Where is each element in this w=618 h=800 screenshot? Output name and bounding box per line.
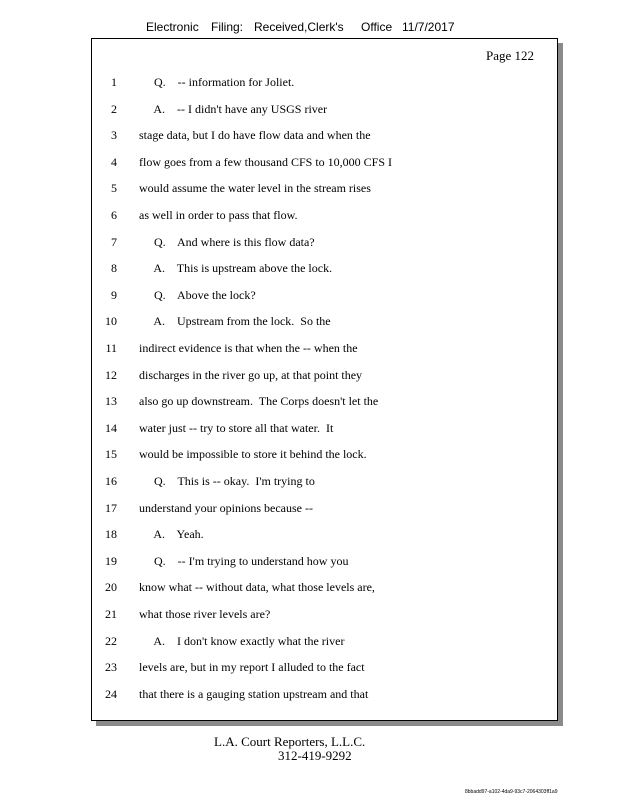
line-text: Q. This is -- okay. I'm trying to (139, 474, 315, 488)
line-number: 21 (105, 607, 117, 621)
line-number: 4 (111, 155, 117, 169)
line-text: indirect evidence is that when the -- when the (139, 341, 358, 355)
line-number: 2 (111, 102, 117, 116)
line-text: water just -- try to store all that water. It (139, 421, 334, 435)
line-text: stage data, but I do have flow data and when the (139, 128, 371, 142)
line-text: what those river levels are? (139, 607, 271, 621)
line-text: discharges in the river go up, at that point they (139, 368, 363, 382)
line-number: 22 (105, 634, 117, 648)
header-date: 11/7/2017 (402, 20, 455, 34)
line-text: would assume the water level in the stream rises (139, 181, 371, 195)
header-received: Received,Clerk's (254, 20, 344, 34)
reporter-phone: 312-419-9292 (278, 748, 352, 763)
line-text: as well in order to pass that flow. (139, 208, 298, 222)
line-text: A. This is upstream above the lock. (139, 261, 333, 275)
line-number: 11 (105, 341, 117, 355)
line-number: 23 (105, 660, 117, 674)
line-number: 16 (105, 474, 117, 488)
line-text: would be impossible to store it behind the lock. (139, 447, 367, 461)
line-number: 12 (105, 368, 117, 382)
line-number: 6 (111, 208, 117, 222)
line-text: flow goes from a few thousand CFS to 10,000 CFS I (139, 155, 392, 169)
line-number: 8 (111, 261, 117, 275)
line-number: 14 (105, 421, 117, 435)
line-text: Q. -- information for Joliet. (139, 75, 295, 89)
header-office: Office (361, 20, 393, 34)
line-number: 24 (105, 687, 117, 701)
line-number: 9 (111, 288, 117, 302)
line-text: A. -- I didn't have any USGS river (139, 102, 328, 116)
line-number: 18 (105, 527, 117, 541)
line-number: 17 (105, 501, 117, 515)
line-number: 15 (105, 447, 117, 461)
line-text: also go up downstream. The Corps doesn't let the (139, 394, 379, 408)
reporter-company: L.A. Court Reporters, L.L.C. (214, 734, 366, 749)
header-filing: Filing: (211, 20, 244, 34)
line-number: 3 (111, 128, 117, 142)
line-number: 20 (105, 580, 117, 594)
line-text: that there is a gauging station upstream and that (139, 687, 369, 701)
line-text: A. Yeah. (139, 527, 204, 541)
line-number: 19 (105, 554, 117, 568)
line-number: 1 (111, 75, 117, 89)
line-text: know what -- without data, what those levels are, (139, 580, 375, 594)
line-text: understand your opinions because -- (139, 501, 313, 515)
line-text: A. I don't know exactly what the river (139, 634, 345, 648)
line-number: 5 (111, 181, 117, 195)
line-text: Q. -- I'm trying to understand how you (139, 554, 349, 568)
document-id: 8bbadd97-a102-4da9-93c7-2064303ff1a9 (465, 789, 558, 795)
page-number: Page 122 (486, 48, 535, 63)
header-electronic: Electronic (146, 20, 199, 34)
line-number: 13 (105, 394, 117, 408)
line-text: A. Upstream from the lock. So the (139, 314, 331, 328)
line-text: Q. Above the lock? (139, 288, 256, 302)
line-text: levels are, but in my report I alluded to the fact (139, 660, 365, 674)
line-text: Q. And where is this flow data? (139, 235, 315, 249)
line-number: 7 (111, 235, 117, 249)
line-number: 10 (105, 314, 117, 328)
